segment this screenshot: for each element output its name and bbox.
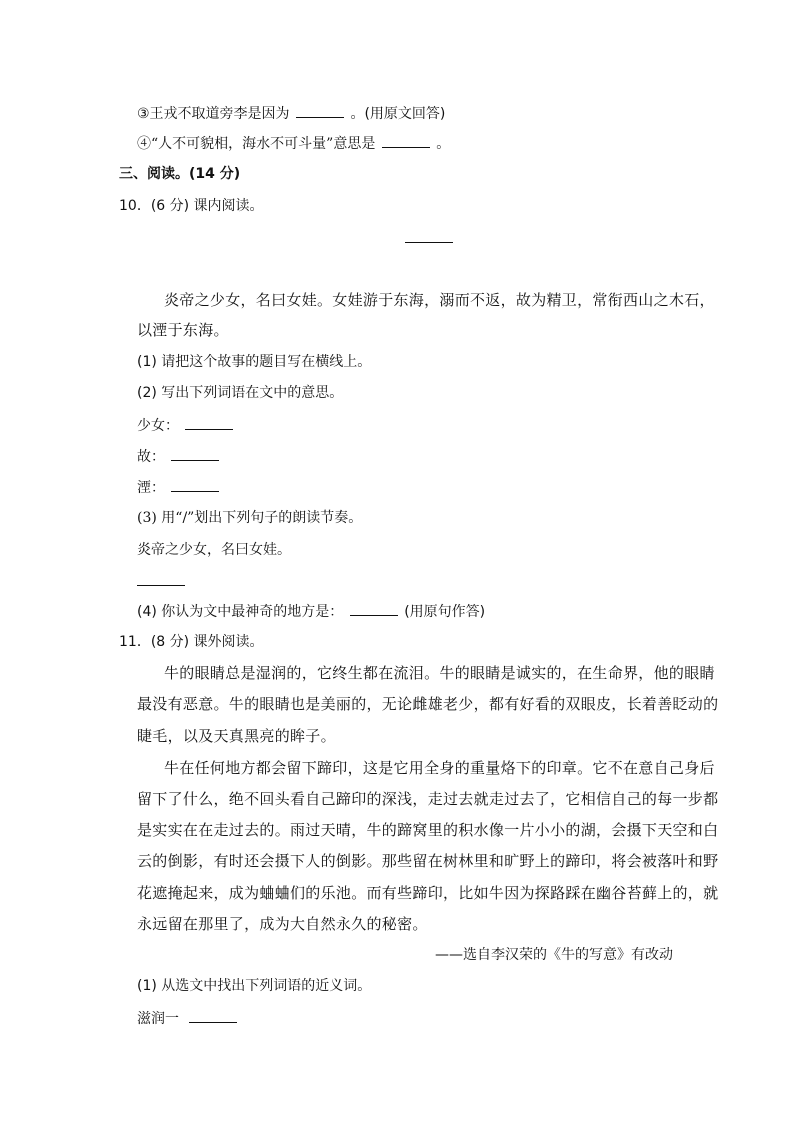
q10-term-label: 故： [137,449,165,465]
q11-paragraph-line: 最没有恶意。牛的眼睛也是美丽的，无论雌雄老少，都有好看的双眼皮，长着善眨动的 [137,695,719,713]
section-title: 三、阅读。(14 分) [119,166,241,182]
q9-item3-suffix: 。(用原文回答) [350,106,446,122]
q11-header: 11．(8 分) 课外阅读。 [119,634,264,650]
answer-blank[interactable] [171,446,219,461]
q10-term-label: 少女： [137,418,179,434]
q11-paragraph-line: 花遮掩起来，成为蛐蛐们的乐池。而有些蹄印，比如牛因为探路踩在幽谷苔藓上的，就 [137,884,719,902]
answer-blank[interactable] [382,133,430,148]
q10-term-label: 湮： [137,480,165,496]
q10-term-row [137,446,221,467]
answer-blank[interactable] [171,477,219,492]
rhythm-answer-blank[interactable] [137,585,185,586]
q9-item4 [137,133,450,154]
q9-item4-text: ④“人不可貌相，海水不可斗量”意思是 [137,136,376,152]
answer-blank[interactable] [185,415,233,430]
q11-source: ——选自李汉荣的《牛的写意》有改动 [435,947,673,963]
q10-passage-line: 以湮于东海。 [137,321,229,339]
q11-sub1: (1) 从选文中找出下列词语的近义词。 [137,978,372,994]
q9-item3 [137,103,445,124]
q11-paragraph-line: 云的倒影，有时还会摄下人的倒影。那些留在树林里和旷野上的蹄印，将会被落叶和野 [137,852,719,870]
q11-paragraph-line: 是实实在在走过去的。雨过天晴，牛的蹄窝里的积水像一片小小的湖，会摄下天空和白 [137,821,719,839]
q10-passage-line: 炎帝之少女，名曰女娃。女娃游于东海，溺而不返，故为精卫，常衔西山之木石， [164,291,715,309]
q11-paragraph-line: 睫毛，以及天真黑亮的眸子。 [137,727,336,745]
q11-paragraph-line: 牛的眼睛总是湿润的，它终生都在流泪。牛的眼睛是诚实的，在生命界，他的眼睛 [164,664,715,682]
q11-synonym-label: 滋润一 [137,1011,179,1027]
answer-blank[interactable] [350,601,398,616]
q10-sub3: (3) 用“/”划出下列句子的朗读节奏。 [137,510,363,526]
answer-blank[interactable] [189,1008,237,1023]
q10-sub4-suffix: (用原句作答) [404,604,486,620]
q10-sub4 [137,601,485,622]
title-answer-blank[interactable] [405,242,453,243]
q11-paragraph-line: 永远留在那里了，成为大自然永久的秘密。 [137,915,428,933]
q9-item4-suffix: 。 [436,136,451,152]
q10-header: 10．(6 分) 课内阅读。 [119,198,264,214]
q11-paragraph-line: 留下了什么，绝不回头看自己蹄印的深浅，走过去就走过去了，它相信自己的每一步都 [137,790,719,808]
q10-sub1: (1) 请把这个故事的题目写在横线上。 [137,354,372,370]
q10-sentence: 炎帝之少女，名曰女娃。 [137,542,291,558]
q11-paragraph-line: 牛在任何地方都会留下蹄印，这是它用全身的重量烙下的印章。它不在意自己身后 [164,759,715,777]
q10-sub4-text: (4) 你认为文中最神奇的地方是： [137,604,344,620]
q10-sub2: (2) 写出下列词语在文中的意思。 [137,385,344,401]
q11-synonym-row [137,1008,239,1029]
q9-item3-text: ③王戎不取道旁李是因为 [137,106,290,122]
q10-term-row [137,477,221,498]
answer-blank[interactable] [296,103,344,118]
q10-term-row [137,415,235,436]
